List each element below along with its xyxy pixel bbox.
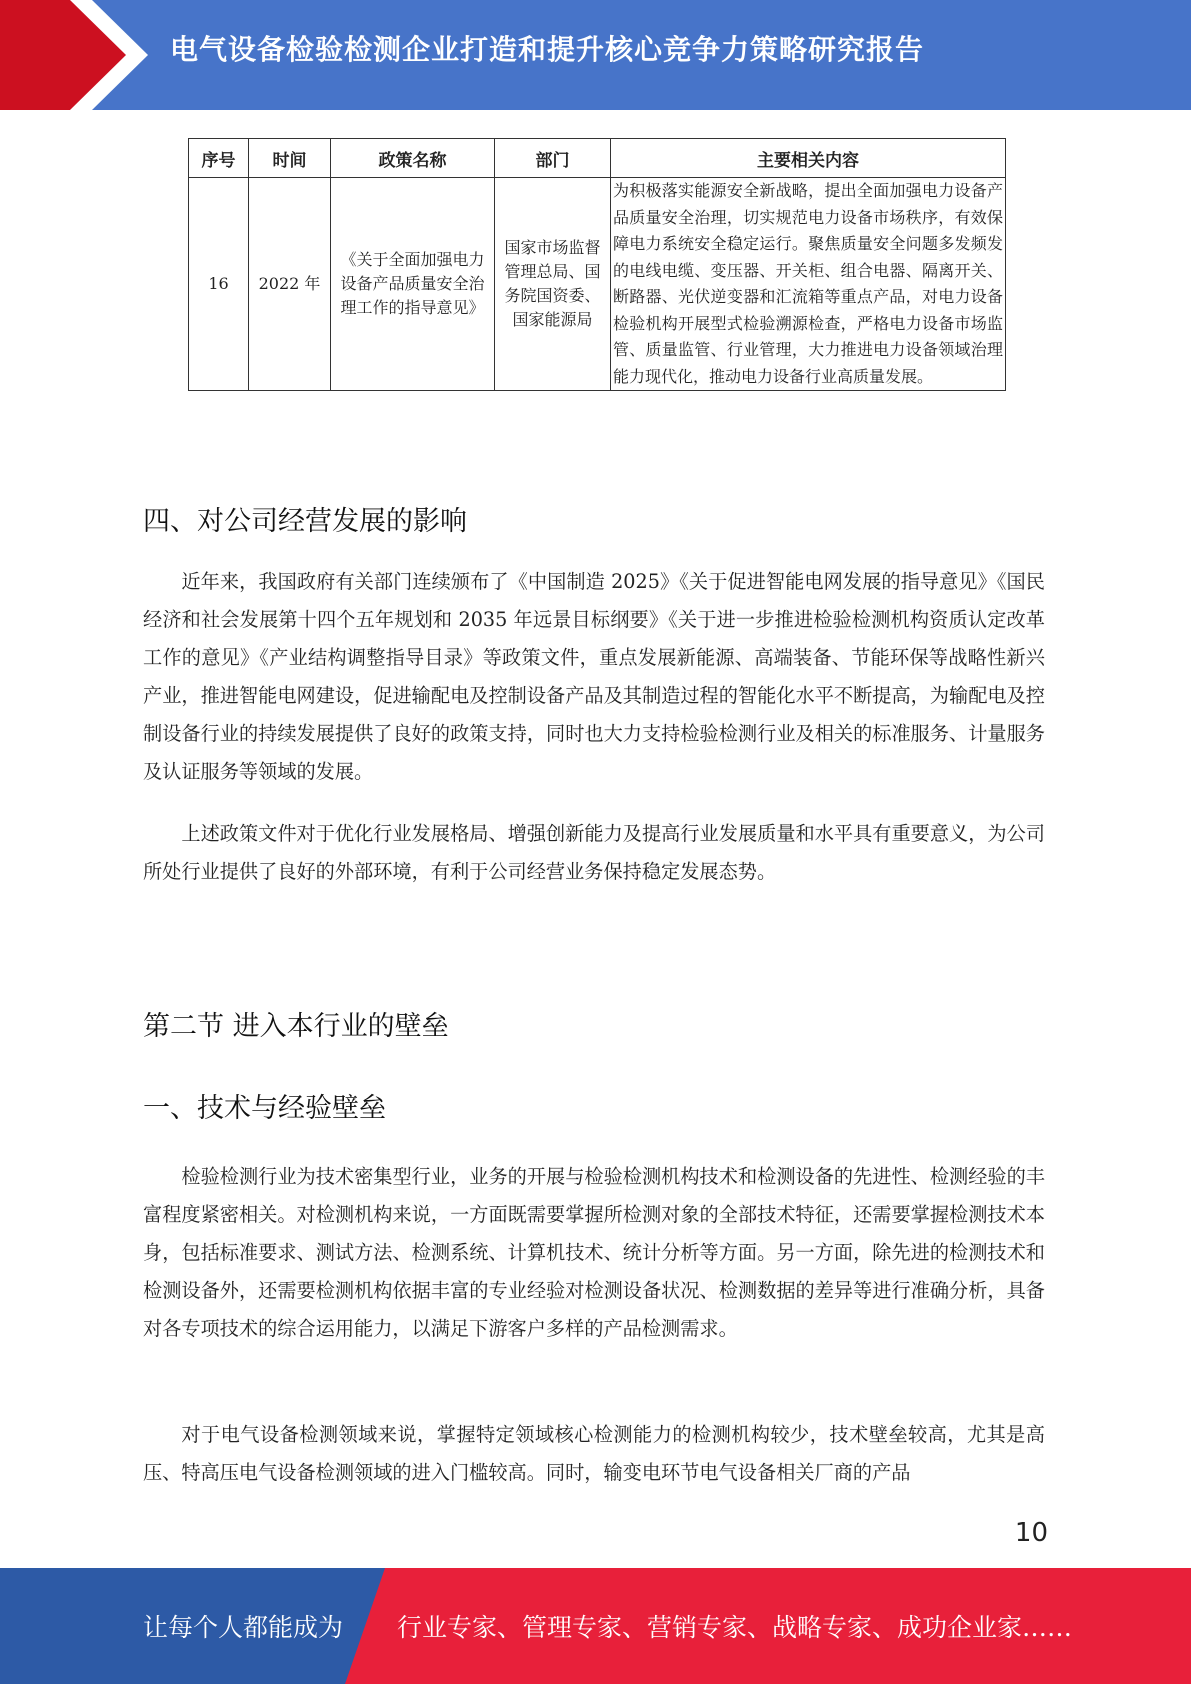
column-header-department: 部门 <box>495 139 611 178</box>
footer-slogan-left: 让每个人都能成为 <box>143 1613 344 1642</box>
cell-time: 2022 年 <box>249 178 331 391</box>
column-header-policy-name: 政策名称 <box>331 139 495 178</box>
table-header-row <box>189 139 1006 178</box>
tech-heading: 一、技术与经验壁垒 <box>143 1093 386 1124</box>
impact-paragraph-2: 上述政策文件对于优化行业发展格局、增强创新能力及提高行业发展质量和水平具有重要意义，为公司所处行业提供了良好的外部环境，有利于公司经营业务保持稳定发展态势。 <box>143 822 1045 883</box>
cell-no: 16 <box>189 178 249 391</box>
page-footer <box>0 1568 1191 1684</box>
table-row <box>189 178 1006 391</box>
page-number: 10 <box>1014 1518 1048 1548</box>
header-chevron-icon <box>0 0 160 110</box>
impact-paragraph-1: 近年来，我国政府有关部门连续颁布了《中国制造 2025》《关于促进智能电网发展的指导意见》《国民经济和社会发展第十四个五年规划和 2035 年远景目标纲要》《关于进一步推进检验检测机构资质认定改革工作的意见》《产业结构调整指导目录》等政策文件，重点发展新能源、高端装备、节能环保等战略性新兴产业，推进智能电网建设，促进输配电及控制设备产品及其制造过程的智能化水平不断提高，为输配电及控制设备行业的持续发展提供了良好的政策支持，同时也大力支持检验检测行业及相关的标准服务、计量服务及认证服务等领域的发展。 <box>143 570 1045 783</box>
tech-paragraph-1: 检验检测行业为技术密集型行业，业务的开展与检验检测机构技术和检测设备的先进性、检测经验的丰富程度紧密相关。对检测机构来说，一方面既需要掌握所检测对象的全部技术特征，还需要掌握检测技术本身，包括标准要求、测试方法、检测系统、计算机技术、统计分析等方面。另一方面，除先进的检测技术和检测设备外，还需要检测机构依据丰富的专业经验对检测设备状况、检测数据的差异等进行准确分析，具备对各专项技术的综合运用能力，以满足下游客户多样的产品检测需求。 <box>143 1165 1045 1340</box>
report-title: 电气设备检验检测企业打造和提升核心竞争力策略研究报告 <box>170 33 925 66</box>
footer-slogan-right: 行业专家、管理专家、营销专家、战略专家、成功企业家…… <box>397 1613 1073 1642</box>
column-header-time: 时间 <box>249 139 331 178</box>
column-header-content: 主要相关内容 <box>611 139 1006 178</box>
page-header <box>0 0 1191 110</box>
tech-paragraph-2: 对于电气设备检测领域来说，掌握特定领域核心检测能力的检测机构较少，技术壁垒较高，尤其是高压、特高压电气设备检测领域的进入门槛较高。同时，输变电环节电气设备相关厂商的产品 <box>143 1423 1045 1484</box>
cell-department: 国家市场监督管理总局、国务院国资委、国家能源局 <box>495 178 611 391</box>
cell-policy-name: 《关于全面加强电力设备产品质量安全治理工作的指导意见》 <box>331 178 495 391</box>
policy-table <box>188 138 1006 391</box>
impact-heading: 四、对公司经营发展的影响 <box>143 506 467 537</box>
section-heading: 第二节 进入本行业的壁垒 <box>143 1011 449 1042</box>
column-header-no: 序号 <box>189 139 249 178</box>
cell-content: 为积极落实能源安全新战略，提出全面加强电力设备产品质量安全治理，切实规范电力设备市场秩序，有效保障电力系统安全稳定运行。聚焦质量安全问题多发频发的电线电缆、变压器、开关柜、组合电器、隔离开关、断路器、光伏逆变器和汇流箱等重点产品，对电力设备检验机构开展型式检验溯源检查，严格电力设备市场监管、质量监管、行业管理，大力推进电力设备领域治理能力现代化，推动电力设备行业高质量发展。 <box>611 178 1006 391</box>
